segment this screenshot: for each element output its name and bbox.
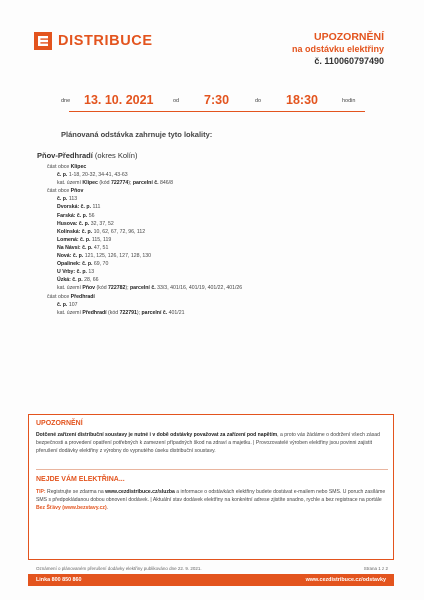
location-line	[37, 244, 397, 252]
warning-rest: , a proto vás žádáme o dodržení všech zásad bezpečnosti a provedení opatření potřebných k zamezení případných škod na zdraví a majetku. | Provozovatelé výroben elektřiny jsou povinni zajistit přerušení dodávky elektřiny z výrobny do vypnutého úseku distribuční soustavy.	[36, 432, 380, 455]
location-text: 722774	[110, 180, 129, 187]
location-text: 32, 37, 52	[90, 220, 114, 227]
location-text: Pňov	[82, 285, 96, 292]
cez-logo-icon	[34, 32, 52, 50]
from-time: 7:30	[204, 93, 230, 107]
location-line	[37, 179, 397, 187]
location-line	[37, 301, 397, 309]
locations-list	[37, 163, 397, 317]
location-line	[37, 309, 397, 317]
location-text: 1-18, 20-32, 34-41, 43-63	[68, 172, 128, 179]
to-time: 18:30	[286, 93, 318, 107]
region-heading	[37, 151, 137, 160]
notice-title: UPOZORNĚNÍ	[313, 31, 384, 43]
outages-url[interactable]: www.cezdistribuce.cz/odstavky	[305, 577, 386, 583]
location-text: Předhradí	[70, 293, 95, 300]
location-text: 722791	[119, 309, 137, 316]
location-text: Klipec	[82, 180, 98, 187]
location-text: 56	[88, 212, 95, 219]
footer-bar	[28, 574, 394, 586]
promo-title: NEJDE VÁM ELEKTŘINA...	[36, 476, 125, 483]
location-text: parcelní č.	[141, 309, 168, 316]
notice-header	[292, 31, 384, 67]
region-name: Pňov-Předhradí	[37, 151, 93, 160]
tip-label: TIP:	[36, 489, 46, 495]
location-text: část obce	[47, 188, 71, 195]
location-line	[37, 228, 397, 236]
location-text: Kolínská: č. p.	[57, 228, 94, 235]
location-text: 115, 119	[91, 236, 112, 243]
location-text: (kód	[95, 285, 109, 292]
location-text: );	[128, 180, 133, 187]
location-text: 722782	[108, 285, 126, 292]
notice-number: č. 110060797490	[314, 56, 384, 66]
location-text: parcelní č.	[129, 285, 156, 292]
location-text: 111	[92, 204, 101, 211]
location-text: Nová: č. p.	[57, 253, 85, 260]
location-line	[37, 220, 397, 228]
location-text: Farská: č. p.	[57, 212, 89, 219]
planned-heading: Plánovaná odstávka zahrnuje tyto lokality:	[61, 130, 213, 139]
location-text: Klipec	[70, 164, 87, 170]
location-text: 121, 125, 126, 127, 128, 130	[84, 253, 152, 260]
schedule-underline	[69, 111, 365, 112]
promo-text-2: a informace o odstávkách elektřiny budete dostávat e-mailem nebo SMS. U poruch zasíláme SMS s předpokládanou dobou obnovení dodávek. | Aktuální stav dodávek elektřiny na konkrétní adrese zjistíte snadno, rychle a bez registrace na portále	[36, 489, 386, 504]
location-text: Úzká: č. p.	[57, 277, 85, 284]
location-text: kat. území	[57, 285, 83, 292]
location-text: Pňov	[70, 188, 84, 195]
notice-subtitle: na odstávku elektřiny	[291, 44, 384, 54]
location-line	[37, 203, 397, 211]
location-text: 107	[68, 301, 78, 308]
location-text: 846/8	[158, 180, 173, 187]
hours-label: hodin	[342, 98, 356, 104]
warning-title: UPOZORNĚNÍ	[36, 420, 83, 427]
promo-text-3: .	[106, 505, 109, 512]
promo-text-1: Registrujte se zdarma na	[45, 489, 106, 495]
location-line	[37, 212, 397, 220]
bezstavy-link[interactable]: Bez Šťávy (www.bezstavy.cz)	[36, 505, 107, 512]
location-text: );	[125, 285, 130, 292]
logo-text: DISTRIBUCE	[58, 33, 153, 49]
location-text: 10, 62, 67, 72, 96, 112	[93, 228, 146, 235]
box-separator	[36, 469, 388, 470]
outage-schedule	[61, 93, 371, 111]
location-text: Předhradí	[82, 309, 107, 316]
location-line	[37, 236, 397, 244]
location-text: (kód	[106, 309, 120, 316]
location-text: 13	[88, 269, 95, 276]
location-text: U Vrby: č. p.	[57, 269, 89, 276]
location-text: 401/21	[167, 309, 185, 316]
location-line	[37, 171, 397, 179]
location-text: parcelní č.	[132, 180, 159, 187]
municipality-part-heading	[37, 163, 397, 171]
location-text: kat. území	[57, 309, 83, 316]
cez-logo	[34, 32, 153, 50]
warning-lead: Dotčené zařízení distribuční soustavy je nutné i v době odstávky považovat za zařízení pod napětím	[36, 432, 278, 438]
location-text: část obce	[47, 293, 71, 300]
municipality-part-heading	[37, 187, 397, 195]
location-text: Lomená: č. p.	[57, 236, 92, 243]
location-text: Opalinek: č. p.	[57, 261, 94, 268]
hotline-phone[interactable]: Linka 800 850 860	[36, 577, 82, 583]
to-label: do	[255, 98, 262, 104]
location-text: Husova: č. p.	[57, 220, 91, 227]
location-text: 113	[68, 196, 78, 203]
location-text: 47, 51	[93, 244, 109, 251]
service-link[interactable]: www.cezdistribuce.cz/sluzba	[105, 489, 175, 495]
location-text: 69, 70	[93, 261, 109, 268]
from-label: od	[173, 98, 180, 104]
municipality-part-heading	[37, 293, 397, 301]
location-text: č. p.	[57, 301, 69, 308]
location-text: 28, 66	[84, 277, 99, 284]
promo-text	[36, 488, 388, 513]
location-line	[37, 260, 397, 268]
region-suffix: (okres Kolín)	[92, 151, 138, 160]
location-line	[37, 252, 397, 260]
location-text: Na Návsi: č. p.	[57, 244, 94, 251]
outage-date: 13. 10. 2021	[84, 93, 154, 107]
warning-text	[36, 431, 388, 456]
location-text: část obce	[47, 164, 71, 170]
location-text: );	[136, 309, 142, 316]
location-line	[37, 276, 397, 284]
location-text: č. p.	[57, 172, 69, 179]
location-text: kat. území	[57, 180, 83, 187]
location-text: 33/3, 401/16, 401/19, 401/22, 401/26	[155, 285, 243, 292]
location-line	[37, 284, 397, 292]
location-text: Dvorská: č. p.	[57, 204, 93, 211]
publication-note: Oznámení o plánovaném přerušení dodávky elektřiny publikováno dne 22. 9. 2021.	[36, 566, 202, 571]
location-line	[37, 268, 397, 276]
date-label: dne	[61, 98, 71, 104]
location-text: č. p.	[57, 196, 69, 203]
location-text: (kód	[97, 180, 111, 187]
location-line	[37, 195, 397, 203]
page-number: Strana 1 z 2	[363, 566, 388, 571]
